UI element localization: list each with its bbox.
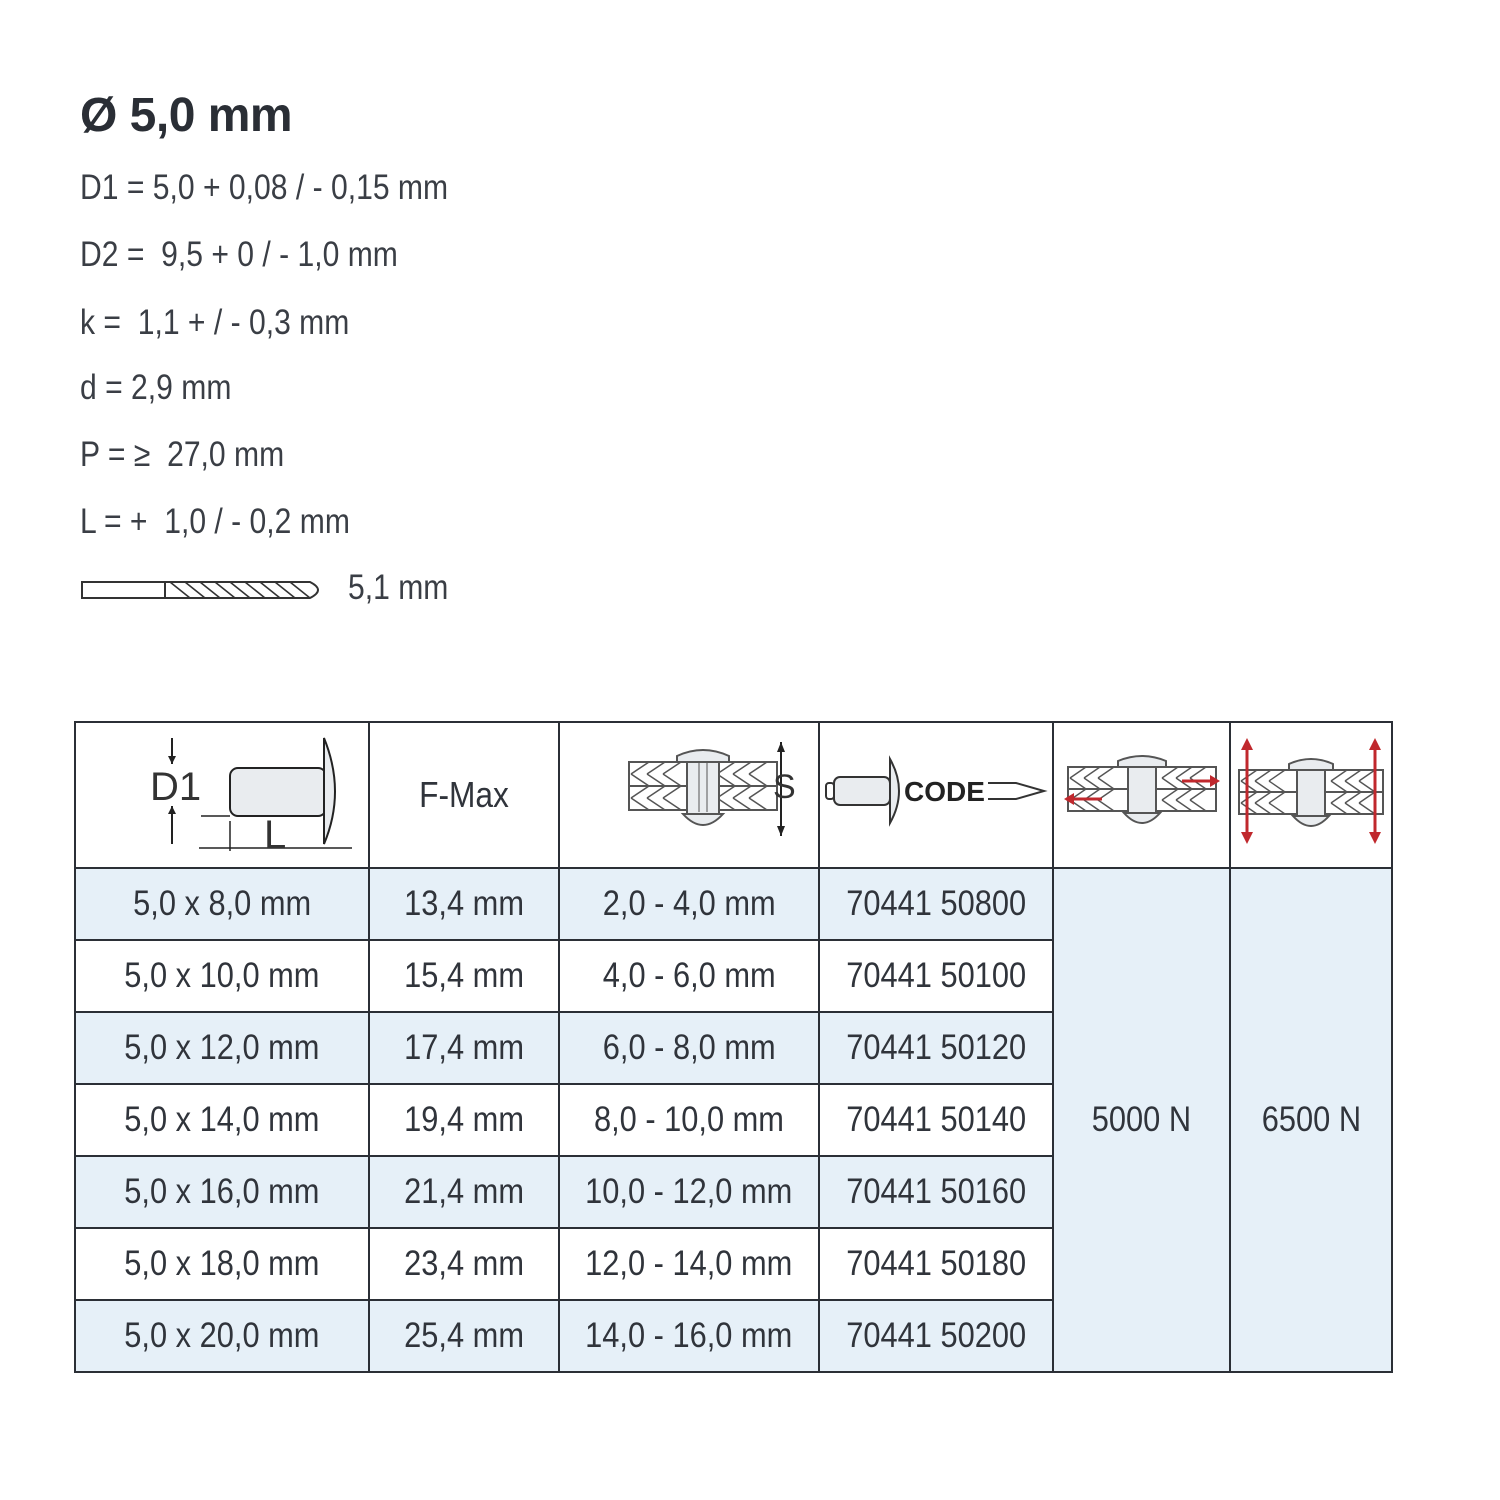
cell-grip: 2,0 - 4,0 mm [559,868,819,940]
s-label: S [773,767,796,806]
rivet-code-icon [824,751,1048,831]
cell-grip: 12,0 - 14,0 mm [559,1228,819,1300]
cell-code: 70441 50200 [819,1300,1053,1372]
cell-code: 70441 50160 [819,1156,1053,1228]
cell-grip: 14,0 - 16,0 mm [559,1300,819,1372]
spec-k: k = 1,1 + / - 0,3 mm [80,303,350,342]
specification-table [74,721,1393,1373]
table-row [75,868,1392,940]
drill-bit-icon [80,572,330,613]
header-code [819,722,1053,868]
cell-fmax: 15,4 mm [369,940,559,1012]
spec-l: L = + 1,0 / - 0,2 mm [80,502,350,541]
cell-grip: 4,0 - 6,0 mm [559,940,819,1012]
table-header-row [75,722,1392,868]
header-shear-force [1053,722,1230,868]
spec-d2: D2 = 9,5 + 0 / - 1,0 mm [80,235,398,274]
cell-size: 5,0 x 20,0 mm [75,1300,369,1372]
tensile-force-icon [1235,736,1387,846]
spec-d: d = 2,9 mm [80,368,232,407]
cell-size: 5,0 x 14,0 mm [75,1084,369,1156]
page-title: Ø 5,0 mm [80,89,293,142]
cell-size: 5,0 x 8,0 mm [75,868,369,940]
grip-range-icon [589,736,796,846]
cell-fmax: 21,4 mm [369,1156,559,1228]
cell-fmax: 19,4 mm [369,1084,559,1156]
cell-size: 5,0 x 18,0 mm [75,1228,369,1300]
cell-tensile-force: 6500 N [1230,868,1392,1372]
cell-fmax: 23,4 mm [369,1228,559,1300]
d1-label: D1 [150,764,202,809]
cell-code: 70441 50100 [819,940,1053,1012]
cell-fmax: 25,4 mm [369,1300,559,1372]
cell-grip: 8,0 - 10,0 mm [559,1084,819,1156]
cell-code: 70441 50140 [819,1084,1053,1156]
shear-force-icon [1062,751,1222,831]
cell-shear-force: 5000 N [1053,868,1230,1372]
cell-code: 70441 50120 [819,1012,1053,1084]
header-rivet-dimension [75,722,369,868]
cell-size: 5,0 x 12,0 mm [75,1012,369,1084]
spec-d1: D1 = 5,0 + 0,08 / - 0,15 mm [80,168,449,207]
cell-grip: 6,0 - 8,0 mm [559,1012,819,1084]
spec-p: P = ≥ 27,0 mm [80,435,285,474]
cell-code: 70441 50800 [819,868,1053,940]
header-tensile-force [1230,722,1392,868]
drill-size: 5,1 mm [348,568,449,607]
code-label: CODE [904,775,985,807]
cell-size: 5,0 x 16,0 mm [75,1156,369,1228]
header-fmax: F-Max [369,722,559,868]
header-grip-range [559,722,819,868]
cell-fmax: 13,4 mm [369,868,559,940]
cell-code: 70441 50180 [819,1228,1053,1300]
cell-fmax: 17,4 mm [369,1012,559,1084]
cell-grip: 10,0 - 12,0 mm [559,1156,819,1228]
l-label: L [264,812,287,857]
cell-size: 5,0 x 10,0 mm [75,940,369,1012]
rivet-dimension-icon [102,726,342,856]
